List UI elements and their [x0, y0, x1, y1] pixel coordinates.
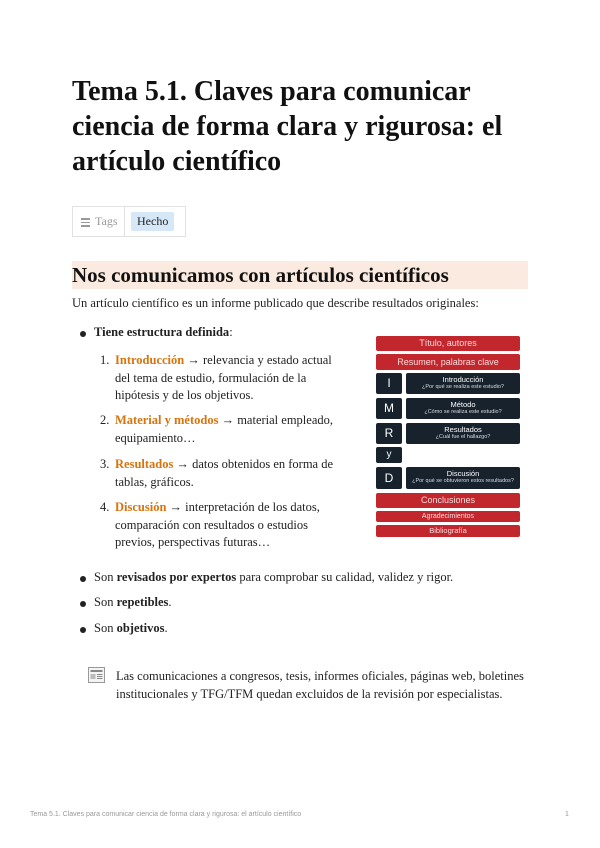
item-term: Resultados	[115, 457, 174, 471]
diagram-desc	[406, 423, 520, 444]
item-text: → interpretación de los datos, comparación con resultados o estudios previos, perspectivas futuras…	[115, 500, 320, 549]
bullet-dot	[80, 331, 86, 337]
item-term: Introducción	[115, 353, 185, 367]
diagram-desc-title: Introducción	[442, 375, 484, 384]
bullet-rest: para comprobar su calidad, validez y rigor.	[236, 570, 454, 584]
page-number: 1	[565, 811, 569, 818]
section-heading: Nos comunicamos con artículos científicos	[72, 261, 528, 289]
diagram-desc-sub: ¿Cuál fue el hallazgo?	[435, 434, 491, 440]
diagram-bar-conclusions: Conclusiones	[376, 493, 520, 508]
diagram-letter: R	[376, 423, 402, 444]
tags-divider	[124, 207, 125, 236]
diagram-desc-sub: ¿Por qué se realiza este estudio?	[422, 384, 504, 390]
bullet-bold: revisados por expertos	[116, 570, 237, 584]
newspaper-icon	[88, 667, 105, 683]
item-text: → datos obtenidos en forma de tablas, gráficos.	[115, 457, 334, 489]
bullet-rest: :	[229, 325, 233, 339]
bullet-pre: Son	[94, 570, 117, 584]
bullet-dot	[80, 576, 86, 582]
bullet-pre: Son	[94, 595, 117, 609]
diagram-desc-title: Discusión	[446, 469, 480, 478]
diagram-desc	[406, 467, 520, 489]
bullet-bold: Tiene estructura definida	[94, 325, 230, 339]
diagram-bar-abstract: Resumen, palabras clave	[376, 354, 520, 370]
numbered-item	[100, 412, 350, 447]
bullet-rest: .	[168, 595, 172, 609]
footer-title: Tema 5.1. Claves para comunicar ciencia de forma clara y rigurosa: el artículo científico	[30, 811, 302, 818]
item-term: Material y métodos	[115, 413, 219, 427]
diagram-letter: M	[376, 398, 402, 419]
item-number: 3.	[100, 457, 110, 471]
bullet-item	[94, 621, 168, 636]
diagram-letter: I	[376, 373, 402, 394]
diagram-desc-sub: ¿Por qué se obtuvieron estos resultados?	[412, 478, 514, 484]
bullet-item	[94, 570, 453, 585]
item-number: 2.	[100, 413, 110, 427]
intro-text: Un artículo científico es un informe publicado que describe resultados originales:	[72, 296, 479, 310]
diagram-letter: D	[376, 467, 402, 489]
item-text: → material empleado, equipamiento…	[115, 413, 333, 445]
tags-property[interactable]	[72, 206, 186, 237]
diagram-desc-title: Resultados	[444, 425, 482, 434]
bullet-dot	[80, 627, 86, 633]
item-number: 4.	[100, 500, 110, 514]
imryd-diagram	[376, 336, 520, 538]
diagram-desc-sub: ¿Cómo se realiza este estudio?	[424, 409, 502, 415]
numbered-item	[100, 352, 350, 405]
item-text: → relevancia y estado actual del tema de estudio, formulación de la hipótesis y de los objetivos.	[115, 353, 332, 402]
bullet-item	[94, 325, 233, 340]
item-term: Discusión	[115, 500, 167, 514]
page-title: Tema 5.1. Claves para comunicar ciencia de forma clara y rigurosa: el artículo científico	[72, 76, 503, 177]
bullet-pre: Son	[94, 621, 117, 635]
diagram-letter: y	[376, 447, 402, 463]
bullet-rest: .	[164, 621, 168, 635]
diagram-desc	[406, 398, 520, 419]
note-text: Las comunicaciones a congresos, tesis, informes oficiales, páginas web, boletines institucionales y TFG/TFM quedan excluidos de la revisión por especialistas.	[116, 669, 524, 701]
numbered-item	[100, 499, 350, 552]
tags-label: Tags	[95, 214, 118, 228]
diagram-bar-acknowledgements: Agradecimientos	[376, 511, 520, 522]
numbered-item	[100, 456, 350, 491]
diagram-desc	[406, 373, 520, 394]
diagram-bar-title: Título, autores	[376, 336, 520, 351]
bullet-dot	[80, 601, 86, 607]
list-icon	[81, 218, 90, 227]
item-number: 1.	[100, 353, 110, 367]
diagram-bar-bibliography: Bibliografía	[376, 525, 520, 537]
tag-chip[interactable]: Hecho	[131, 212, 174, 231]
bullet-bold: objetivos	[116, 621, 165, 635]
bullet-item	[94, 595, 172, 610]
bullet-bold: repetibles	[116, 595, 169, 609]
diagram-desc-title: Método	[450, 400, 476, 409]
